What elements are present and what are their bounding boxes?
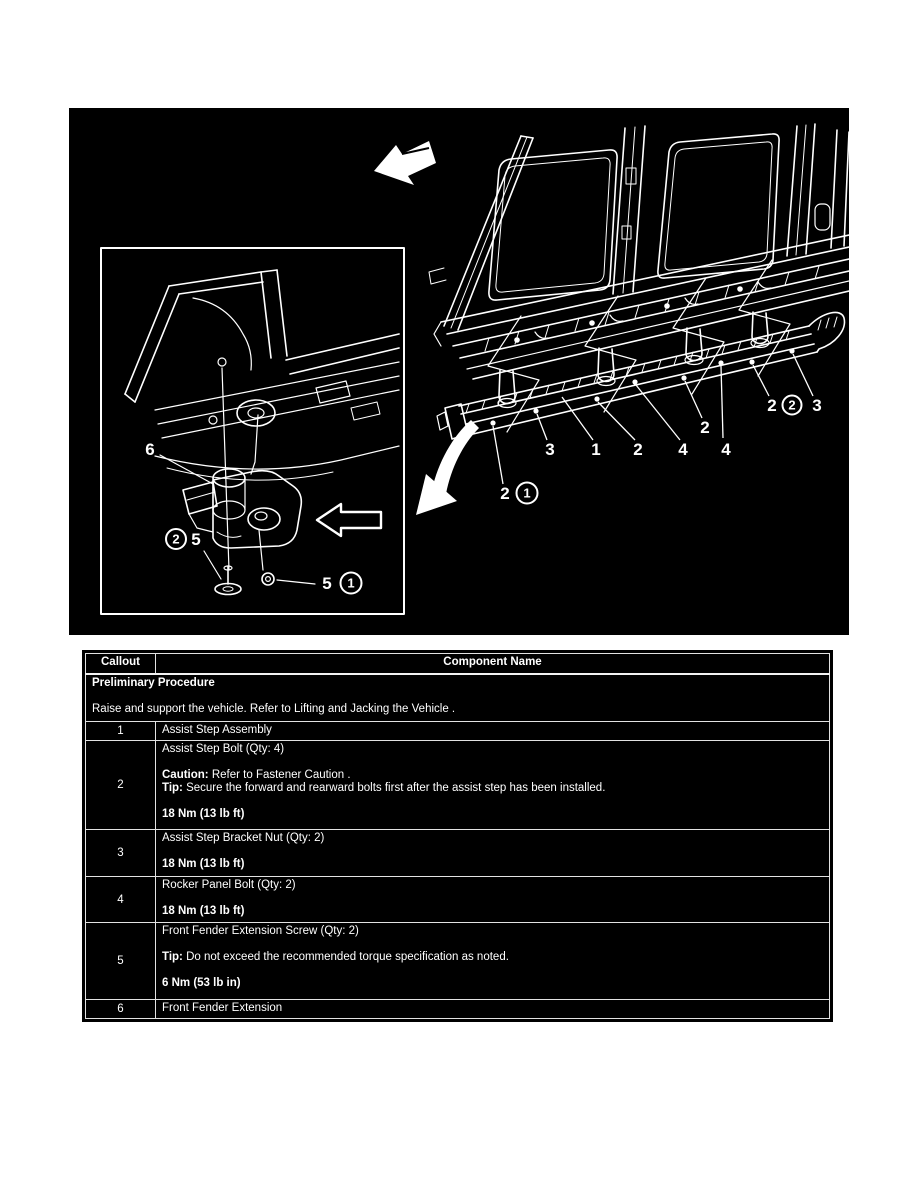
component-name: Assist Step Assembly (162, 724, 272, 736)
svg-text:1: 1 (347, 575, 355, 591)
callout-cell: 3 (86, 830, 156, 877)
callout-3-step-bracket-nut: 3 (812, 396, 822, 415)
table-row (86, 830, 830, 877)
callout-cell: 6 (86, 1000, 156, 1019)
callout-6-front-fender-extension: 6 (145, 440, 155, 459)
component-name: Assist Step Bolt (Qty: 4) (162, 743, 285, 755)
torque-spec: 18 Nm (13 lb ft) (162, 905, 245, 917)
view-direction-arrow-icon (374, 141, 436, 185)
component-cell (156, 1000, 830, 1019)
table-row (86, 923, 830, 1000)
circled-callout-1 (517, 483, 538, 504)
table-header-row (86, 654, 830, 675)
torque-spec: 18 Nm (13 lb ft) (162, 858, 245, 870)
callout-2-assist-step-bolt: 2 (633, 440, 643, 459)
callout-cell: 5 (86, 923, 156, 1000)
circled-callout-2 (166, 529, 186, 549)
preliminary-procedure-title: Preliminary Procedure (92, 677, 215, 689)
component-cell (156, 877, 830, 923)
table-row (86, 722, 830, 741)
callout-cell: 1 (86, 722, 156, 741)
callout-cell: 2 (86, 741, 156, 830)
circled-callout-2 (783, 396, 802, 415)
callout-3-step-bracket-nut: 3 (545, 440, 555, 459)
tip-note: Tip: Secure the forward and rearward bolts first after the assist step has been installed. (162, 782, 606, 794)
inset-direction-arrow-icon (317, 504, 381, 536)
callout-2-assist-step-bolt: 2 (767, 396, 777, 415)
table-row (86, 1000, 830, 1019)
callout-1-assist-step: 1 (591, 440, 601, 459)
component-cell (156, 722, 830, 741)
circled-callout-1 (341, 573, 362, 594)
callout-leader-lines (490, 348, 813, 484)
assist-step-exploded-diagram (69, 108, 849, 635)
component-name-column-header: Component Name (156, 654, 830, 675)
torque-spec: 18 Nm (13 lb ft) (162, 808, 245, 820)
component-cell (156, 830, 830, 877)
preliminary-procedure-row (86, 674, 830, 722)
component-cell (156, 741, 830, 830)
caution-note: Caution: Refer to Fastener Caution . (162, 769, 351, 781)
callout-4-rocker-panel-bolt: 4 (678, 440, 688, 459)
vehicle-body-art (429, 124, 849, 379)
detail-arrow-icon (416, 420, 479, 515)
svg-text:2: 2 (172, 531, 180, 547)
callout-2-assist-step-bolt: 2 (700, 418, 710, 437)
preliminary-procedure-text: Raise and support the vehicle. Refer to Lifting and Jacking the Vehicle . (92, 703, 456, 715)
callout-column-header: Callout (86, 654, 156, 675)
component-name: Front Fender Extension (162, 1002, 283, 1014)
svg-text:1: 1 (523, 485, 531, 501)
preliminary-procedure-cell (86, 674, 830, 722)
callout-4-rocker-panel-bolt: 4 (721, 440, 731, 459)
table-row (86, 877, 830, 923)
callout-component-table (85, 653, 830, 1019)
callout-5-front-fender-screw: 5 (322, 574, 332, 593)
component-cell (156, 923, 830, 1000)
callout-2-assist-step-bolt: 2 (500, 484, 510, 503)
component-name: Assist Step Bracket Nut (Qty: 2) (162, 832, 325, 844)
tip-note: Tip: Do not exceed the recommended torque specification as noted. (162, 951, 509, 963)
callout-cell: 4 (86, 877, 156, 923)
table-row (86, 741, 830, 830)
torque-spec: 6 Nm (53 lb in) (162, 977, 241, 989)
component-name: Front Fender Extension Screw (Qty: 2) (162, 925, 359, 937)
component-name: Rocker Panel Bolt (Qty: 2) (162, 879, 296, 891)
svg-text:2: 2 (788, 397, 796, 413)
callout-5-front-fender-screw: 5 (191, 530, 201, 549)
main-callout-labels (500, 396, 821, 504)
inset-detail-view (101, 248, 404, 614)
